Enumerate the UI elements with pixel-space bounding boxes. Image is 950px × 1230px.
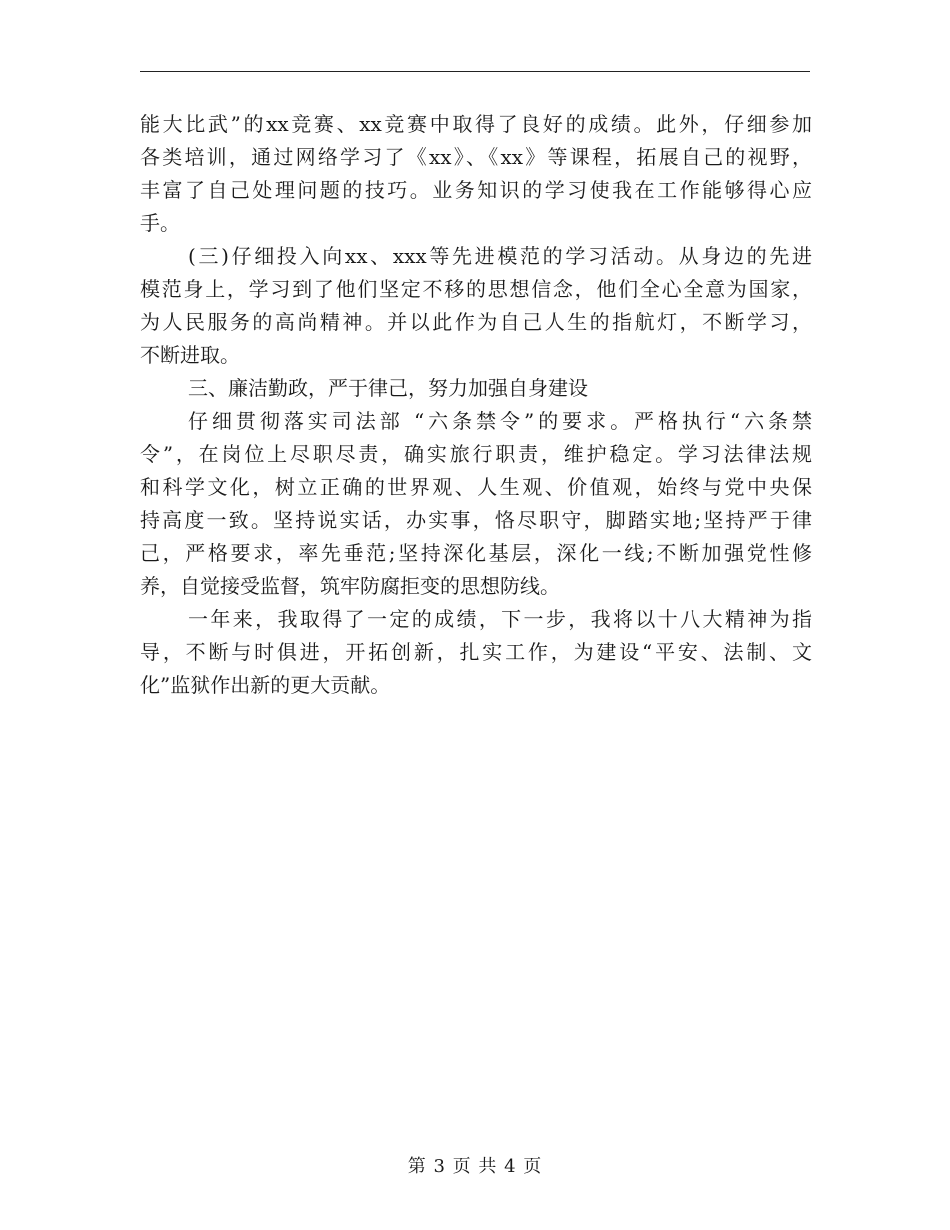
text-line: 为人民服务的高尚精神。并以此作为自己人生的指航灯，不断学习，: [140, 310, 812, 334]
text-line: 各类培训，通过网络学习了《xx》、《xx》等课程，拓展自己的视野，: [140, 145, 812, 169]
text-line: 丰富了自己处理问题的技巧。业务知识的学习使我在工作能够得心应: [140, 178, 812, 202]
text-line: 和科学文化，树立正确的世界观、人生观、价值观，始终与党中央保: [140, 475, 812, 499]
text-line: 令”，在岗位上尽职尽责，确实旅行职责，维护稳定。学习法律法规: [140, 442, 812, 466]
text-line: (三)仔细投入向xx、xxx等先进模范的学习活动。从身边的先进: [188, 244, 812, 268]
text-line: 导，不断与时俱进，开拓创新，扎实工作，为建设“平安、法制、文: [140, 640, 812, 664]
text-line: 不断进取。: [140, 343, 240, 367]
page-number-footer: 第 3 页 共 4 页: [407, 1156, 543, 1177]
text-line: 一年来，我取得了一定的成绩，下一步，我将以十八大精神为指: [188, 607, 812, 631]
text-line: 己，严格要求，率先垂范;坚持深化基层，深化一线;不断加强党性修: [140, 541, 812, 565]
text-line: 持高度一致。坚持说实话，办实事，恪尽职守，脚踏实地;坚持严于律: [140, 508, 812, 532]
text-line: 能大比武”的xx竞赛、xx竞赛中取得了良好的成绩。此外，仔细参加: [140, 112, 812, 136]
text-line: 养，自觉接受监督，筑牢防腐拒变的思想防线。: [140, 574, 560, 598]
header-rule: [140, 71, 810, 72]
text-line: 模范身上，学习到了他们坚定不移的思想信念，他们全心全意为国家，: [140, 277, 812, 301]
text-line: 手。: [140, 211, 180, 235]
text-line: 化”监狱作出新的更大贡献。: [140, 673, 391, 697]
text-line: 仔细贯彻落实司法部 “六条禁令”的要求。严格执行“六条禁: [188, 409, 812, 433]
document-body: [140, 108, 812, 702]
section-heading: 三、廉洁勤政，严于律己，努力加强自身建设: [188, 376, 588, 400]
